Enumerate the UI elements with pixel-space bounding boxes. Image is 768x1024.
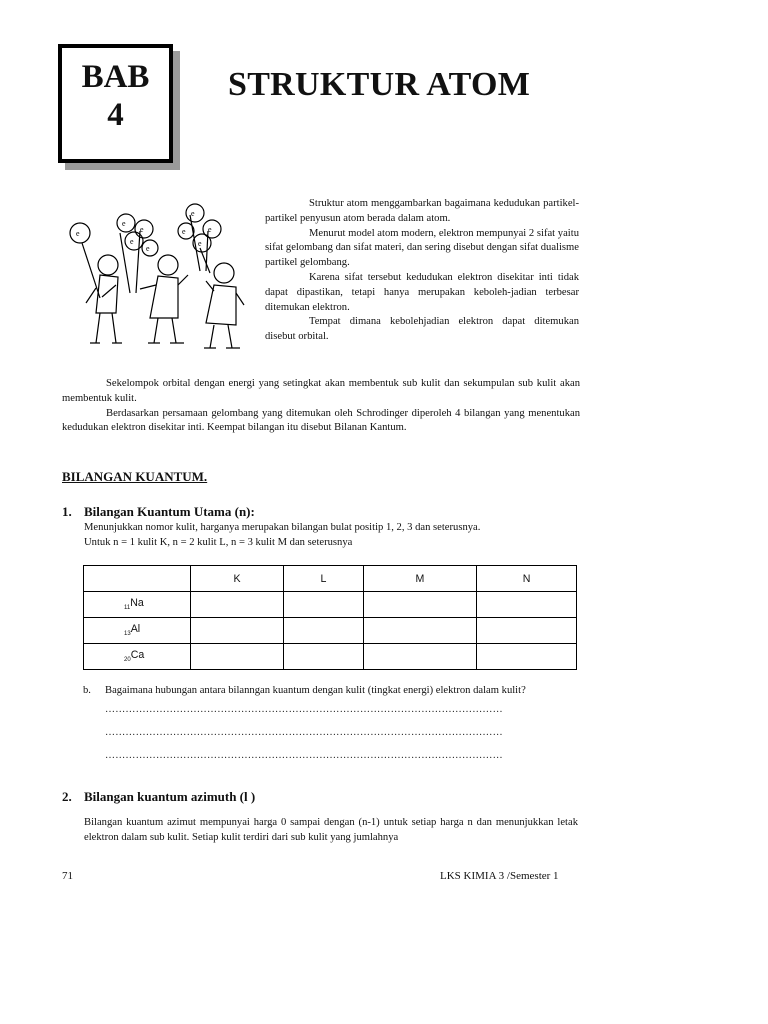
- answer-cell[interactable]: [477, 618, 577, 644]
- table-header-cell: N: [477, 566, 577, 592]
- answer-cell[interactable]: [191, 644, 284, 670]
- answer-cell[interactable]: [363, 618, 476, 644]
- answer-cell[interactable]: [477, 592, 577, 618]
- book-title: LKS KIMIA 3 /Semester 1: [440, 870, 559, 882]
- intro-paragraph: Struktur atom menggambarkan bagaimana kedudukan partikel-partikel penyusun atom berada dalam atom.: [265, 198, 579, 224]
- section1-title: Bilangan Kuantum Utama (n):: [84, 504, 255, 519]
- body-text: [62, 377, 580, 436]
- table-header-cell: K: [191, 566, 284, 592]
- page-title: STRUKTUR ATOM: [228, 66, 531, 103]
- answer-line[interactable]: ………………………………………………………………………………………………………: [105, 750, 503, 761]
- answer-cell[interactable]: [477, 644, 577, 670]
- intro-paragraph: Menurut model atom modern, elektron mempunyai 2 sifat yaitu sifat gelombang dan sifat materi, dan sering disebut dengan sifat dualisme partikel gelombang.: [265, 227, 579, 269]
- answer-cell[interactable]: [284, 644, 364, 670]
- body-paragraph: Sekelompok orbital dengan energi yang setingkat akan membentuk sub kulit dan sekumpulan sub kulit akan membentuk kulit.: [62, 378, 580, 404]
- answer-cell[interactable]: [284, 618, 364, 644]
- element-cell: $_{20}$Ca: [84, 644, 191, 670]
- section1-heading: [62, 504, 255, 520]
- section1-line: Untuk n = 1 kulit K, n = 2 kulit L, n = 3 kulit M dan seterusnya: [84, 536, 353, 548]
- intro-paragraph: Karena sifat tersebut kedudukan elektron disekitar inti tidak dapat dipastikan, tetapi hanya merupakan keboleh-jadian terbesar ditemukan elektron.: [265, 271, 579, 313]
- table-header-cell: M: [363, 566, 476, 592]
- svg-text:e: e: [140, 225, 144, 234]
- section2-heading: [62, 789, 255, 805]
- table-header-cell: [84, 566, 191, 592]
- svg-text:e: e: [198, 239, 202, 248]
- question-text: Bagaimana hubungan antara bilanngan kuantum dengan kulit (tingkat energi) elektron dalam kulit?: [105, 685, 526, 696]
- shell-table: [83, 565, 577, 670]
- table-row: [84, 592, 577, 618]
- answer-cell[interactable]: [284, 592, 364, 618]
- svg-text:e: e: [122, 219, 126, 228]
- section1-text: [84, 521, 578, 550]
- answer-line[interactable]: ………………………………………………………………………………………………………: [105, 704, 503, 715]
- chapter-label: BAB: [81, 59, 150, 95]
- svg-text:e: e: [130, 237, 134, 246]
- svg-text:e: e: [208, 225, 212, 234]
- section1-number: 1.: [62, 504, 72, 519]
- table-row: [84, 644, 577, 670]
- answer-line[interactable]: ………………………………………………………………………………………………………: [105, 727, 503, 738]
- svg-text:e: e: [182, 227, 186, 236]
- svg-text:e: e: [191, 209, 195, 218]
- section2-number: 2.: [62, 789, 72, 804]
- element-cell: $_{13}$Al: [84, 618, 191, 644]
- table-header-row: [84, 566, 577, 592]
- answer-cell[interactable]: [191, 618, 284, 644]
- table-header-cell: L: [284, 566, 364, 592]
- section2-title: Bilangan kuantum azimuth (l ): [84, 789, 256, 804]
- intro-text: [265, 197, 579, 345]
- table-row: [84, 618, 577, 644]
- element-cell: $_{11}$Na: [84, 592, 191, 618]
- section2-text: Bilangan kuantum azimut mempunyai harga 0 sampai dengan (n-1) untuk setiap harga n dan menunjukkan letak elektron dalam sub kulit. Setiap kulit terdiri dari sub kulit yang jumlahnya: [84, 817, 578, 843]
- chapter-box: [58, 44, 173, 163]
- question-b: [83, 684, 579, 767]
- svg-text:e: e: [146, 244, 150, 253]
- intro-paragraph: Tempat dimana kebolehjadian elektron dapat ditemukan disebut orbital.: [265, 316, 579, 343]
- section1-line: Menunjukkan nomor kulit, harganya merupakan bilangan bulat positip 1, 2, 3 dan seterusnya.: [84, 522, 481, 533]
- answer-cell[interactable]: [363, 644, 476, 670]
- body-paragraph: Berdasarkan persamaan gelombang yang ditemukan oleh Schrodinger diperoleh 4 bilangan yang menentukan kedudukan elektron disekitar inti. Keempat bilangan itu disebut Bilanan Kantum.: [62, 407, 580, 434]
- cartoon-illustration: [60, 193, 256, 353]
- answer-cell[interactable]: [191, 592, 284, 618]
- section-heading: BILANGAN KUANTUM.: [62, 469, 208, 484]
- answer-cell[interactable]: [363, 592, 476, 618]
- svg-text:e: e: [76, 229, 80, 238]
- question-label: b.: [83, 685, 91, 696]
- chapter-number: 4: [107, 97, 124, 133]
- page-number: 71: [62, 870, 73, 882]
